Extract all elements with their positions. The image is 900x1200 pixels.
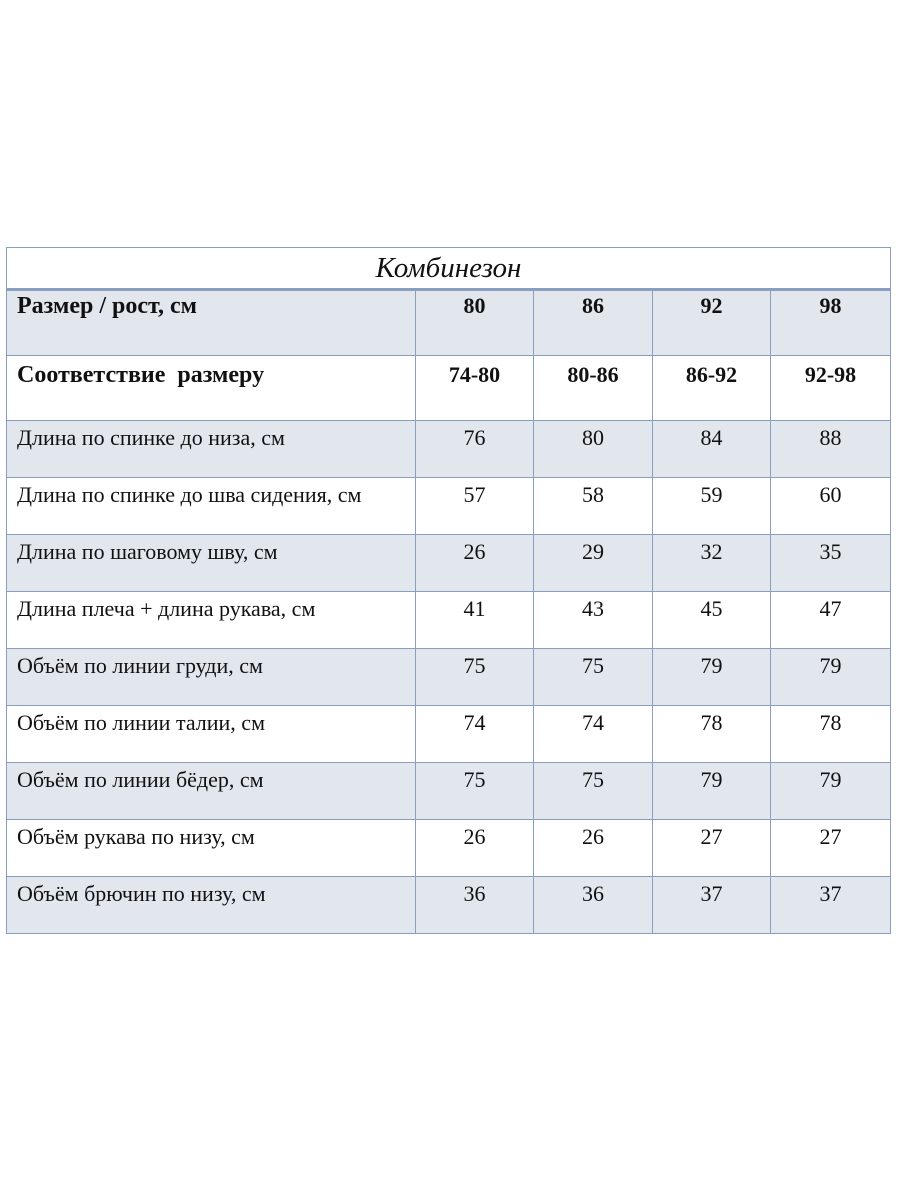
title-row [7, 248, 891, 290]
table-cell [416, 421, 534, 478]
measurement-value: 78 [819, 710, 842, 735]
table-cell [653, 592, 771, 649]
table-cell [416, 706, 534, 763]
table-cell [416, 535, 534, 592]
size-cell [771, 290, 891, 356]
table-cell [416, 649, 534, 706]
table-cell [771, 649, 891, 706]
measurement-value: 47 [819, 596, 842, 621]
table-cell [416, 478, 534, 535]
measurement-value: 26 [582, 824, 604, 849]
correspondence-row [7, 356, 891, 421]
table-row [7, 649, 891, 706]
table-row [7, 820, 891, 877]
correspondence-value: 92-98 [804, 362, 857, 387]
table-cell [534, 706, 653, 763]
measurement-value: 59 [700, 482, 723, 507]
measurement-value: 26 [463, 539, 486, 564]
table-cell [653, 877, 771, 934]
measurement-value: 84 [700, 425, 723, 450]
measurement-value: 75 [463, 653, 486, 678]
size-value: 80 [463, 293, 486, 318]
row-label [7, 535, 416, 592]
table-cell [653, 535, 771, 592]
measurement-label: Длина по спинке до низа, см [17, 425, 285, 450]
table-cell [534, 535, 653, 592]
measurement-label: Длина по шаговому шву, см [17, 539, 278, 564]
measurement-value: 41 [463, 596, 486, 621]
table-row [7, 421, 891, 478]
table-cell [416, 763, 534, 820]
table-cell [771, 706, 891, 763]
measurement-value: 36 [582, 881, 604, 906]
measurement-value: 26 [463, 824, 486, 849]
row-label [7, 478, 416, 535]
measurement-value: 60 [819, 482, 842, 507]
measurement-value: 76 [463, 425, 486, 450]
table-cell [771, 820, 891, 877]
measurement-value: 79 [819, 767, 842, 792]
correspondence-cell [416, 356, 534, 421]
measurement-value: 29 [582, 539, 604, 564]
size-value: 98 [819, 293, 842, 318]
measurement-value: 74 [463, 710, 486, 735]
table-row [7, 478, 891, 535]
row-label [7, 356, 416, 421]
table-row [7, 706, 891, 763]
measurement-value: 45 [700, 596, 723, 621]
measurement-value: 27 [819, 824, 842, 849]
table-cell [771, 421, 891, 478]
measurement-label: Длина плеча + длина рукава, см [17, 596, 316, 621]
size-value: 86 [582, 293, 604, 318]
table-cell [771, 478, 891, 535]
correspondence-value: 86-92 [685, 362, 738, 387]
table-cell [534, 592, 653, 649]
table-cell [534, 820, 653, 877]
correspondence-cell [653, 356, 771, 421]
table-cell [653, 649, 771, 706]
size-header-label: Размер / рост, см [17, 293, 197, 319]
measurement-value: 35 [819, 539, 842, 564]
size-cell [534, 290, 653, 356]
measurement-value: 57 [463, 482, 486, 507]
measurement-value: 58 [582, 482, 604, 507]
table-cell [771, 535, 891, 592]
row-label [7, 706, 416, 763]
measurement-value: 74 [582, 710, 604, 735]
table-row [7, 763, 891, 820]
measurement-value: 75 [463, 767, 486, 792]
table-cell [653, 421, 771, 478]
measurement-label: Объём по линии бёдер, см [17, 767, 264, 792]
measurement-value: 88 [819, 425, 842, 450]
row-label [7, 421, 416, 478]
correspondence-cell [534, 356, 653, 421]
table-cell [653, 820, 771, 877]
table-cell [771, 592, 891, 649]
size-cell [653, 290, 771, 356]
correspondence-label: Соответствие размеру [17, 362, 265, 388]
measurement-value: 79 [700, 767, 723, 792]
size-header-row [7, 290, 891, 356]
measurement-value: 27 [700, 824, 723, 849]
measurement-value: 79 [700, 653, 723, 678]
size-chart-table [6, 247, 891, 934]
measurement-value: 80 [582, 425, 604, 450]
table-row [7, 535, 891, 592]
table-cell [416, 592, 534, 649]
table-title: Комбинезон [7, 248, 891, 290]
row-label [7, 763, 416, 820]
table-cell [416, 877, 534, 934]
measurement-label: Объём по линии талии, см [17, 710, 265, 735]
measurement-label: Объём брючин по низу, см [17, 881, 266, 906]
measurement-value: 43 [582, 596, 604, 621]
correspondence-value: 74-80 [448, 362, 501, 387]
row-label [7, 592, 416, 649]
measurement-label: Объём рукава по низу, см [17, 824, 255, 849]
table-cell [653, 478, 771, 535]
measurement-value: 79 [819, 653, 842, 678]
table-cell [534, 877, 653, 934]
table-row [7, 877, 891, 934]
measurement-value: 37 [700, 881, 723, 906]
measurement-label: Длина по спинке до шва сидения, см [17, 482, 362, 507]
measurement-value: 78 [700, 710, 723, 735]
correspondence-value: 80-86 [567, 362, 619, 387]
size-value: 92 [700, 293, 723, 318]
correspondence-cell [771, 356, 891, 421]
table-cell [534, 478, 653, 535]
row-label [7, 877, 416, 934]
measurement-value: 75 [582, 653, 604, 678]
table-cell [653, 706, 771, 763]
table-row [7, 592, 891, 649]
table-cell [771, 877, 891, 934]
row-label [7, 820, 416, 877]
table-cell [534, 421, 653, 478]
table-cell [771, 763, 891, 820]
measurement-value: 37 [819, 881, 842, 906]
measurement-value: 75 [582, 767, 604, 792]
measurement-value: 36 [463, 881, 486, 906]
row-label [7, 290, 416, 356]
table-cell [534, 649, 653, 706]
table-cell [534, 763, 653, 820]
size-cell [416, 290, 534, 356]
table-cell [653, 763, 771, 820]
measurement-value: 32 [700, 539, 723, 564]
row-label [7, 649, 416, 706]
measurement-label: Объём по линии груди, см [17, 653, 263, 678]
table-cell [416, 820, 534, 877]
